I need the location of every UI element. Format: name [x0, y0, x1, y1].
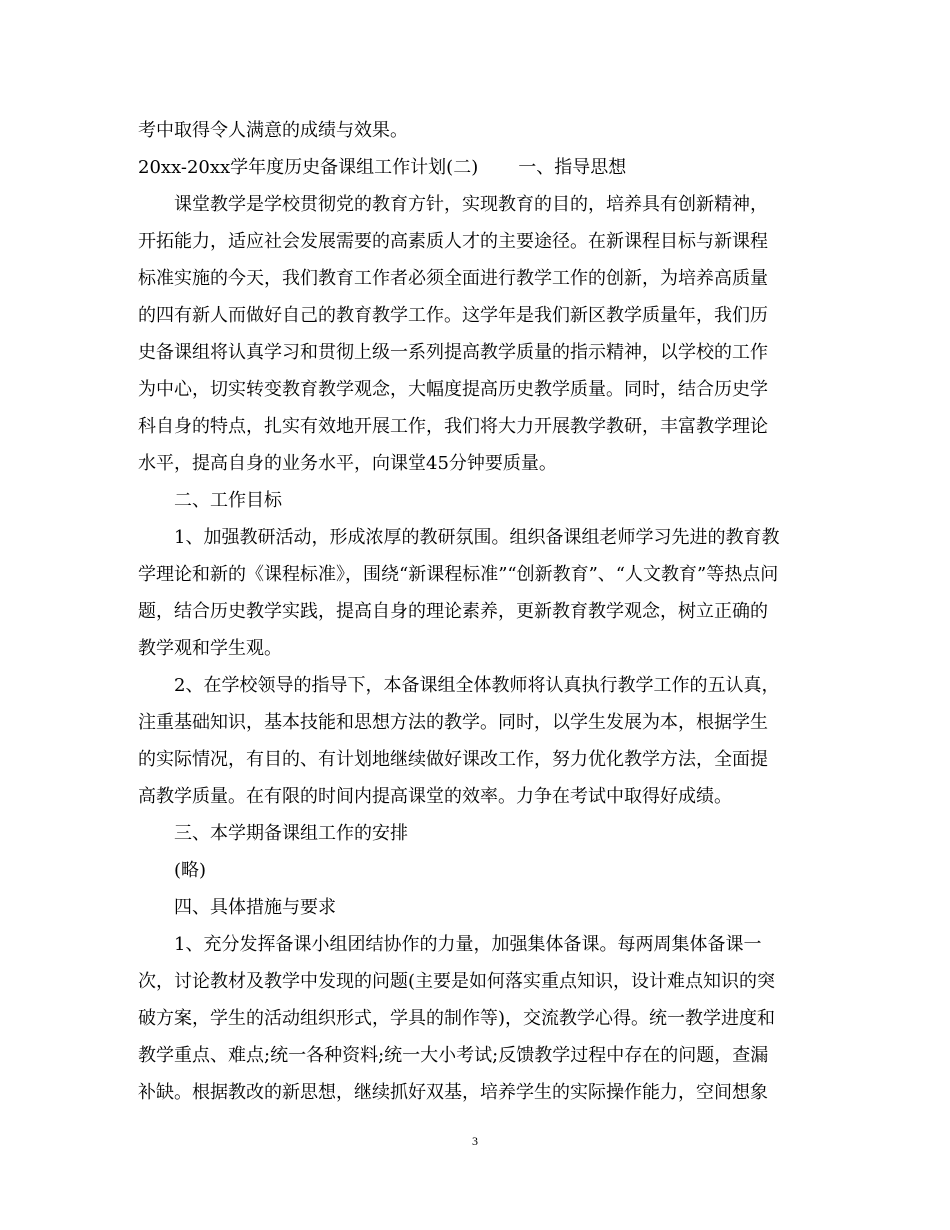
section-heading: 一、指导思想	[518, 157, 627, 178]
text-line: 注重基础知识，基本技能和思想方法的教学。同时，以学生发展为本，根据学生	[138, 712, 768, 733]
paragraph-first-line: 1、充分发挥备课小组团结协作的力量，加强集体备课。每两周集体备课一	[174, 934, 762, 955]
text-line: 补缺。根据教改的新思想，继续抓好双基，培养学生的实际操作能力，空间想象	[138, 1082, 768, 1103]
text-line: 标准实施的今天，我们教育工作者必须全面进行教学工作的创新，为培养高质量	[138, 268, 768, 289]
text-line: 的四有新人而做好自己的教育教学工作。这学年是我们新区教学质量年，我们历	[138, 305, 768, 326]
section-heading: 四、具体措施与要求	[174, 897, 336, 918]
paragraph-first-line: 2、在学校领导的指导下，本备课组全体教师将认真执行教学工作的五认真，	[174, 675, 780, 696]
text-line: 次，讨论教材及教学中发现的问题(主要是如何落实重点知识，设计难点知识的突	[138, 971, 776, 992]
text-line: 题，结合历史教学实践，提高自身的理论素养，更新教育教学观念，树立正确的	[138, 601, 768, 622]
paragraph-first-line: 课堂教学是学校贯彻党的教育方针，实现教育的目的，培养具有创新精神，	[174, 194, 768, 215]
text-line: (略)	[174, 860, 207, 881]
section-heading: 二、工作目标	[174, 490, 282, 511]
text-line: 科自身的特点，扎实有效地开展工作，我们将大力开展教学教研，丰富教学理论	[138, 416, 768, 437]
paragraph-first-line: 1、加强教研活动，形成浓厚的教研氛围。组织备课组老师学习先进的教育教	[174, 527, 780, 548]
text-line: 教学观和学生观。	[138, 638, 282, 659]
text-line: 破方案，学生的活动组织形式，学具的制作等)，交流教学心得。统一教学进度和	[138, 1008, 776, 1029]
title-line	[138, 149, 818, 186]
section-heading: 三、本学期备课组工作的安排	[174, 823, 408, 844]
page-number: 3	[472, 1134, 478, 1148]
text-line: 史备课组将认真学习和贯彻上级一系列提高教学质量的指示精神，以学校的工作	[138, 342, 768, 363]
document-title: 20xx-20xx学年度历史备课组工作计划(二)	[138, 157, 479, 178]
text-line: 开拓能力，适应社会发展需要的高素质人才的主要途径。在新课程目标与新课程	[138, 231, 768, 252]
text-line: 为中心，切实转变教育教学观念，大幅度提高历史教学质量。同时，结合历史学	[138, 379, 768, 400]
document-body	[138, 112, 818, 1111]
text-line: 的实际情况，有目的、有计划地继续做好课改工作，努力优化教学方法，全面提	[138, 749, 768, 770]
text-line: 考中取得令人满意的成绩与效果。	[138, 120, 408, 141]
text-line: 高教学质量。在有限的时间内提高课堂的效率。力争在考试中取得好成绩。	[138, 786, 732, 807]
text-line: 学理论和新的《课程标准》，围绕“新课程标准”“创新教育”、“人文教育”等热点问	[138, 564, 779, 585]
text-line: 水平，提高自身的业务水平，向课堂45分钟要质量。	[138, 453, 557, 474]
text-line: 教学重点、难点;统一各种资料;统一大小考试;反馈教学过程中存在的问题，查漏	[138, 1045, 769, 1066]
